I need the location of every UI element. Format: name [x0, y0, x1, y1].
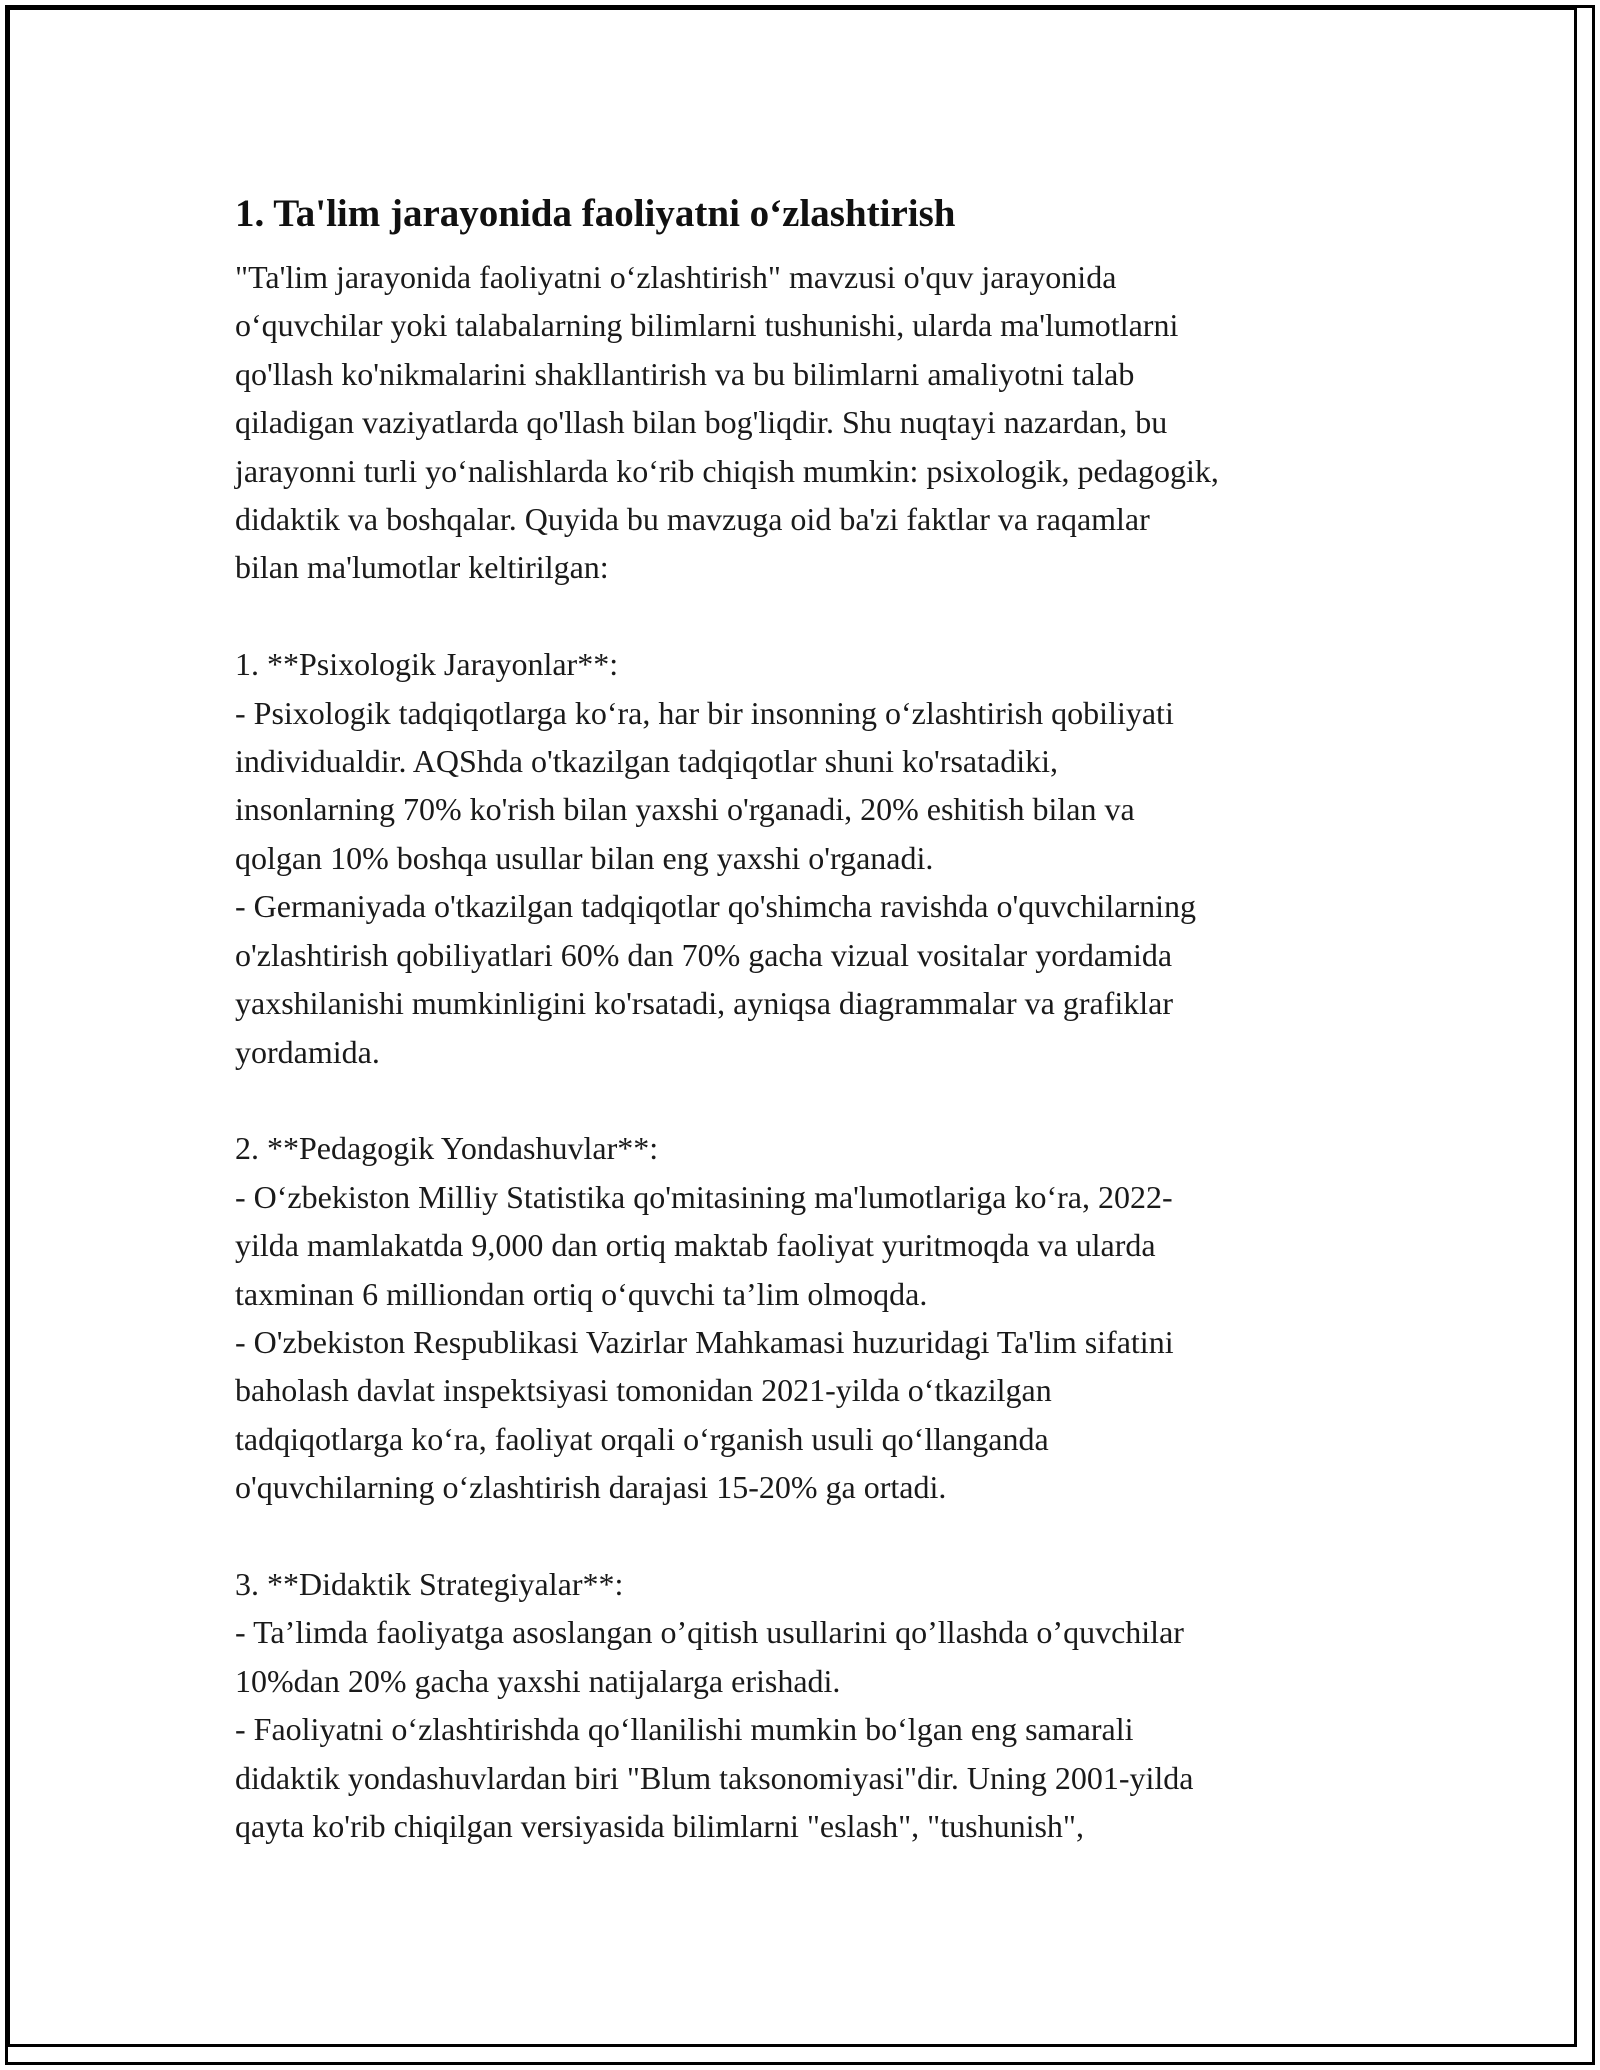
document-title: 1. Ta'lim jarayonida faoliyatni o‘zlashtirish	[235, 192, 956, 235]
document-body: "Ta'lim jarayonida faoliyatni o‘zlashtirish" mavzusi o'quv jarayonida o‘quvchilar yoki talabalarning bilimlarni tushunishi, ularda ma'lumotlarni qo'llash ko'nikmalarini shakllantirish va bu bilimlarni amaliyotni talab qiladigan vaziyatlarda qo'llash bilan bog'liqdir. Shu nuqtayi nazardan, bu jarayonni turli yo‘nalishlarda ko‘rib chiqish mumkin: psixologik, pedagogik, didaktik va boshqalar. Quyida bu mavzuga oid ba'zi faktlar va raqamlar bilan ma'lumotlar keltirilgan: 1. **Psixologik Jarayonlar**: - Psixologik tadqiqotlarga ko‘ra, har bir insonning o‘zlashtirish qobiliyati individualdir. AQShda o'tkazilgan tadqiqotlar shuni ko'rsatadiki, insonlarning 70% ko'rish bilan yaxshi o'rganadi, 20% eshitish bilan va qolgan 10% boshqa usullar bilan eng yaxshi o'rganadi. - Germaniyada o'tkazilgan tadqiqotlar qo'shimcha ravishda o'quvchilarning o'zlashtirish qobiliyatlari 60% dan 70% gacha vizual vositalar yordamida yaxshilanishi mumkinligini ko'rsatadi, ayniqsa diagrammalar va grafiklar yordamida. 2. **Pedagogik Yondashuvlar**: - O‘zbekiston Milliy Statistika qo'mitasining ma'lumotlariga ko‘ra, 2022- yilda mamlakatda 9,000 dan ortiq maktab faoliyat yuritmoqda va ularda taxminan 6 milliondan ortiq o‘quvchi ta’lim olmoqda. - O'zbekiston Respublikasi Vazirlar Mahkamasi huzuridagi Ta'lim sifatini baholash davlat inspektsiyasi tomonidan 2021-yilda o‘tkazilgan tadqiqotlarga ko‘ra, faoliyat orqali o‘rganish usuli qo‘llanganda o'quvchilarning o‘zlashtirish darajasi 15-20% ga ortadi. 3. **Didaktik Strategiyalar**: - Ta’limda faoliyatga asoslangan o’qitish usullarini qo’llashda o’quvchilar 10%dan 20% gacha yaxshi natijalarga erishadi. - Faoliyatni o‘zlashtirishda qo‘llanilishi mumkin bo‘lgan eng samarali didaktik yondashuvlardan biri "Blum taksonomiyasi"dir. Uning 2001-yilda qayta ko'rib chiqilgan versiyasida bilimlarni "eslash", "tushunish",	[235, 259, 1219, 1844]
document-content	[235, 185, 1395, 1850]
